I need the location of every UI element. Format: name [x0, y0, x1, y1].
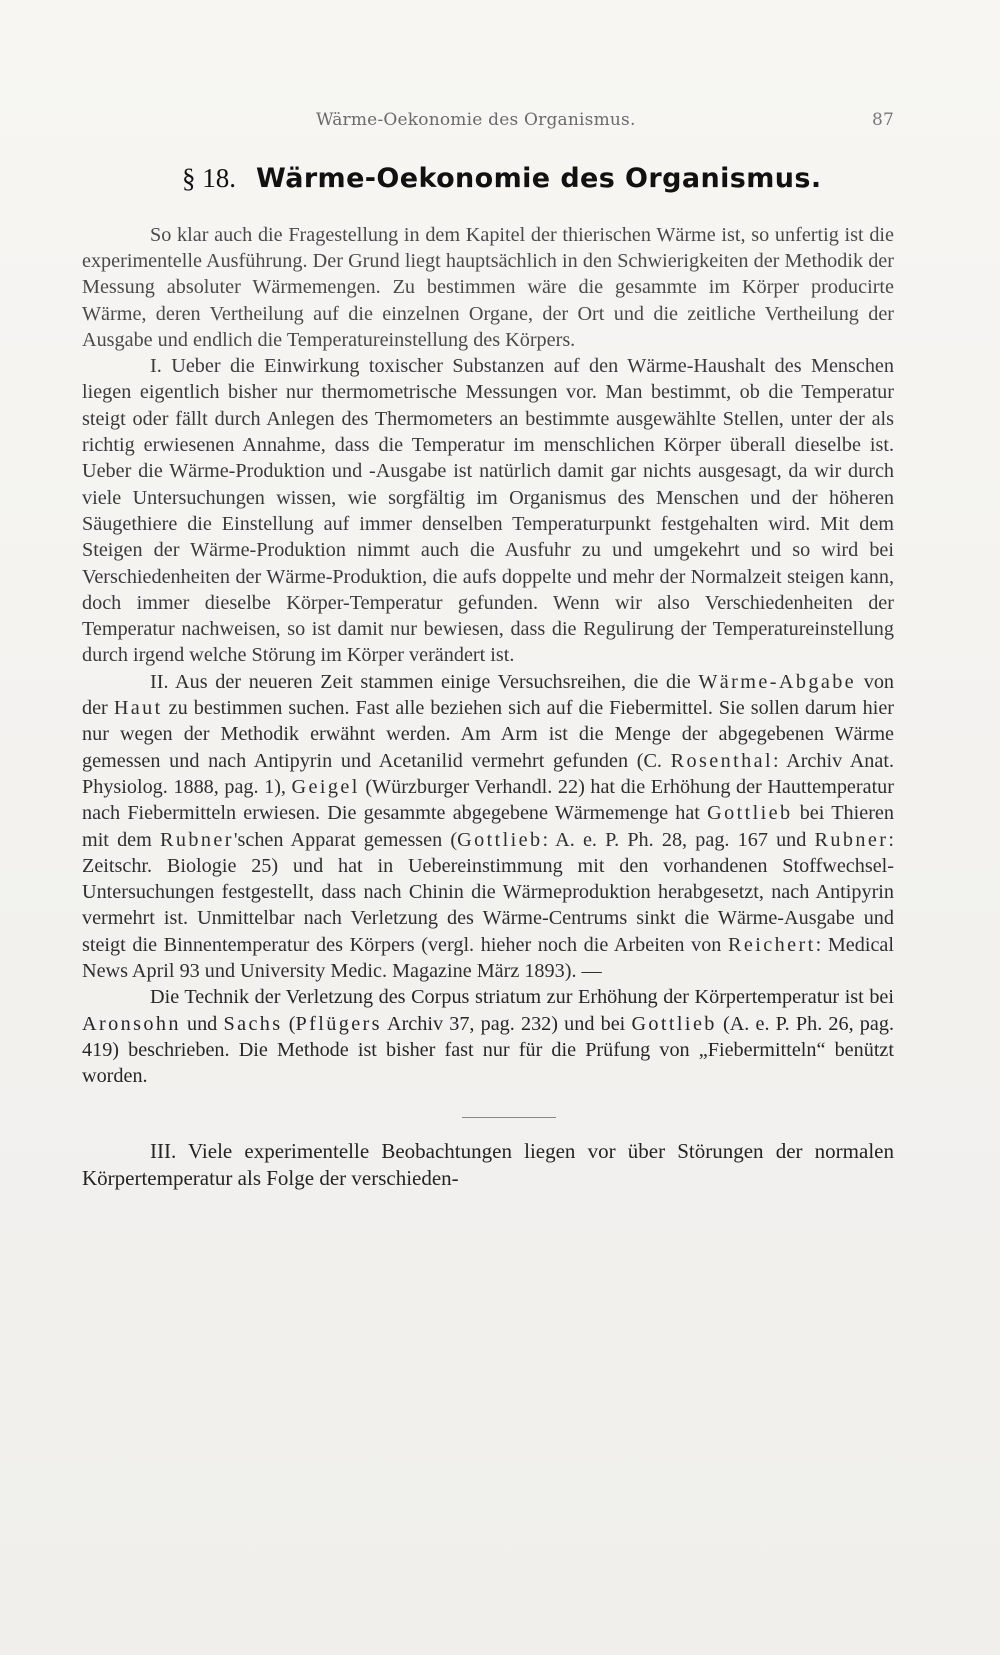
running-header [82, 100, 894, 130]
author-name: Geigel [291, 775, 360, 798]
text-run: von der [82, 670, 894, 720]
section-divider [462, 1117, 556, 1118]
text-run: : Zeitschr. Biologie 25) und hat in Uebereinstimmung mit den vorhandenen Stoffwechsel-Untersuchungen festgestellt, dass nach Chinin die Wärmeproduktion herabgesetzt, nach Antipyrin vermehrt ist. Unmittelbar nach Verletzung des Wärme-Centrums sinkt die Wärme-Ausgabe und steigt die Binnentemperatur des Körpers (vergl. hieher noch die Arbeiten von [82, 828, 894, 956]
text-run: Die Technik der Verletzung des Corpus striatum zur Erhöhung der Körpertemperatur ist bei [150, 986, 894, 1009]
body-text [82, 222, 894, 1191]
author-name: Aronsohn [82, 1012, 181, 1035]
text-run: II. Aus der neueren Zeit stammen einige Versuchsreihen, die die [150, 670, 699, 693]
text-run: 'schen Apparat gemessen ( [233, 828, 458, 851]
author-name: Gottlieb [457, 828, 543, 851]
author-name: Pflügers [295, 1012, 382, 1035]
text-run: und [180, 1012, 224, 1035]
author-name: Rubner [160, 828, 234, 851]
page-number: 87 [871, 110, 894, 130]
paragraph-intro: So klar auch die Fragestellung in dem Kapitel der thierischen Wärme ist, so unfertig ist die experimentelle Ausführung. Der Grund liegt hauptsächlich in den Schwierigkeiten der Methodik der Messung absoluter Wärmemengen. Zu bestimmen wäre die gesammte im Körper producirte Wärme, deren Vertheilung auf die einzelnen Organe, der Ort und die zeitliche Vertheilung der Ausgabe und endlich die Temperatureinstellung des Körpers. [82, 223, 894, 351]
author-name: Rubner [814, 828, 889, 851]
text-run: Archiv 37, pag. 232) und bei [381, 1012, 632, 1035]
author-name: Reichert [728, 933, 816, 956]
spaced-term: Wärme-Abgabe [698, 670, 857, 693]
section-number: § 18. [182, 163, 236, 193]
author-name: Rosenthal [670, 749, 773, 772]
paragraph-section-i: I. Ueber die Einwirkung toxischer Substanzen auf den Wärme-Haushalt des Menschen liegen eigentlich bisher nur thermometrische Messungen vor. Man bestimmt, ob die Temperatur steigt oder fällt durch Anlegen des Thermometers an bestimmte ausgewählte Stellen, unter der als richtig erwiesenen Annahme, dass die Temperatur im menschlichen Körper überall dieselbe ist. Ueber die Wärme-Produktion und -Ausgabe ist natürlich damit gar nichts ausgesagt, da wir durch viele Untersuchungen wissen, wie sorgfältig im Organismus des Menschen und der höheren Säugethiere die Einstellung auf immer denselben Temperaturpunkt festgehalten wird. Mit dem Steigen der Wärme-Produktion nimmt auch die Ausfuhr zu und umgekehrt und so wird bei Verschiedenheiten der Wärme-Produktion, die aufs doppelte und mehr der Normalzeit steigen kann, doch immer dieselbe Körper-Temperatur gefunden. Wenn wir also Verschiedenheiten der Temperatur nachweisen, so ist damit nur bewiesen, dass die Regulirung der Temperatureinstellung durch irgend welche Störung im Körper verändert ist. [82, 355, 894, 667]
author-name: Sachs [223, 1012, 283, 1035]
paragraph-section-iii: III. Viele experimentelle Beobachtungen liegen vor über Störungen der normalen Körpertemperatur als Folge der verschieden- [82, 1139, 894, 1190]
text-run: : Archiv Anat. Physiolog. 1888, pag. 1), [82, 749, 895, 798]
author-name: Gottlieb [631, 1012, 717, 1035]
text-run: zu bestimmen suchen. Fast alle beziehen sich auf die Fiebermittel. Sie sollen darum hier nur wegen der Methodik erwähnt werden. Am Arm ist die Menge der abgegebenen Wärme gemessen und nach Antipyrin und Acetanilid vermehrt gefunden (C. [82, 697, 894, 772]
text-run: (A. e. P. Ph. 26, pag. 419) beschrieben. Die Methode ist bisher fast nur für die Prüfung von „Fiebermitteln“ benützt worden. [82, 1012, 894, 1088]
paragraph-section-ii [82, 669, 894, 985]
text-run: ( [282, 1012, 296, 1035]
text-run: bei Thieren mit dem [82, 802, 894, 851]
spaced-term: Haut [113, 697, 163, 720]
text-run: (Würzburger Verhandl. 22) hat die Erhöhung der Hauttemperatur nach Fiebermitteln erwiesen. Die gesammte abgegebene Wärmemenge hat [82, 775, 894, 825]
text-run: : Medical News April 93 und University Medic. Magazine März 1893). — [82, 933, 894, 982]
text-run: : A. e. P. Ph. 28, pag. 167 und [542, 828, 815, 851]
paragraph-technique [82, 984, 894, 1089]
section-heading [182, 164, 894, 194]
author-name: Gottlieb [707, 802, 793, 825]
section-title: Wärme-Oekonomie des Organismus. [256, 163, 822, 194]
running-title: Wärme-Oekonomie des Organismus. [316, 110, 636, 130]
